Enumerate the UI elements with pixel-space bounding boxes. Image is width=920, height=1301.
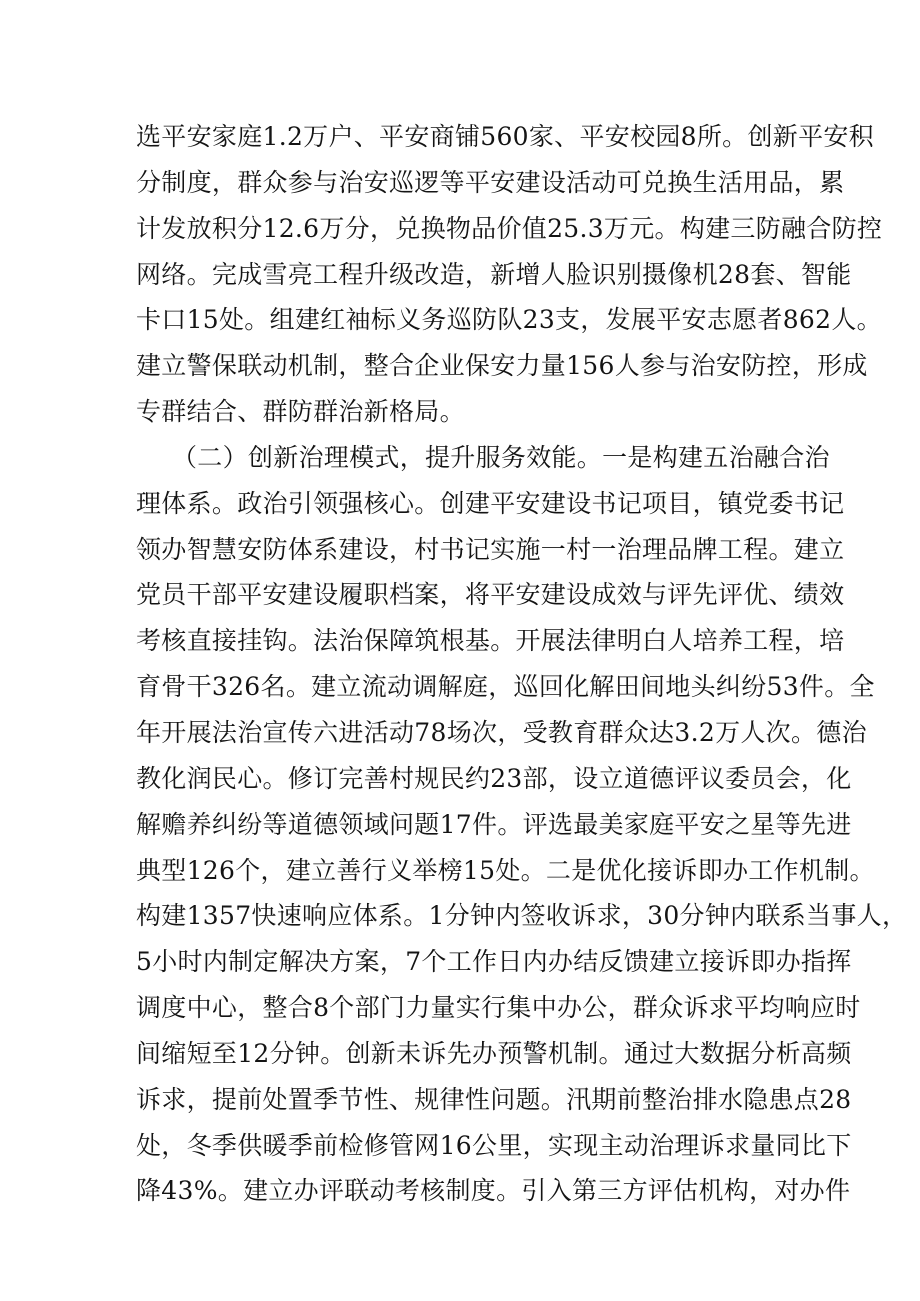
text-line: 理体系。政治引领强核心。创建平安建设书记项目，镇党委书记 <box>136 488 845 518</box>
text-line: 教化润民心。修订完善村规民约23部，设立道德评议委员会，化 <box>136 763 852 793</box>
text-line: 网络。完成雪亮工程升级改造，新增人脸识别摄像机28套、智能 <box>136 259 852 289</box>
section-heading-line: （二）创新治理模式，提升服务效能。一是构建五治融合治 <box>172 442 830 472</box>
text-line: 解赡养纠纷等道德领域问题17件。评选最美家庭平安之星等先进 <box>136 809 852 839</box>
text-line: 降43%。建立办评联动考核制度。引入第三方评估机构，对办件 <box>136 1176 851 1206</box>
text-line: 选平安家庭1.2万户、平安商铺560家、平安校园8所。创新平安积 <box>136 122 874 151</box>
text-line: 分制度，群众参与治安巡逻等平安建设活动可兑换生活用品，累 <box>136 167 845 197</box>
text-line: 计发放积分12.6万分，兑换物品价值25.3万元。构建三防融合防控 <box>136 213 883 243</box>
text-line: 处，冬季供暖季前检修管网16公里，实现主动治理诉求量同比下 <box>136 1130 852 1160</box>
text-line: 卡口15处。组建红袖标义务巡防队23支，发展平安志愿者862人。 <box>136 305 882 335</box>
text-line: 诉求，提前处置季节性、规律性问题。汛期前整治排水隐患点28 <box>136 1084 852 1114</box>
text-line: 专群结合、群防群治新格局。 <box>136 397 465 427</box>
text-line: 建立警保联动机制，整合企业保安力量156人参与治安防控，形成 <box>136 351 868 381</box>
text-line: 调度中心，整合8个部门力量实行集中办公，群众诉求平均响应时 <box>136 993 861 1023</box>
text-line: 5小时内制定解决方案，7个工作日内办结反馈建立接诉即办指挥 <box>136 947 852 977</box>
text-line: 构建1357快速响应体系。1分钟内签收诉求，30分钟内联系当事人， <box>136 901 908 931</box>
text-line: 间缩短至12分钟。创新未诉先办预警机制。通过大数据分析高频 <box>136 1038 852 1068</box>
text-line: 育骨干326名。建立流动调解庭，巡回化解田间地头纠纷53件。全 <box>136 672 875 702</box>
body-text <box>136 114 908 1214</box>
text-line: 党员干部平安建设履职档案，将平安建设成效与评先评优、绩效 <box>136 580 845 610</box>
text-line: 典型126个，建立善行义举榜15处。二是优化接诉即办工作机制。 <box>136 855 875 885</box>
text-line: 年开展法治宣传六进活动78场次，受教育群众达3.2万人次。德治 <box>136 717 867 747</box>
text-line: 领办智慧安防体系建设，村书记实施一村一治理品牌工程。建立 <box>136 534 845 564</box>
text-line: 考核直接挂钩。法治保障筑根基。开展法律明白人培养工程，培 <box>136 626 845 656</box>
